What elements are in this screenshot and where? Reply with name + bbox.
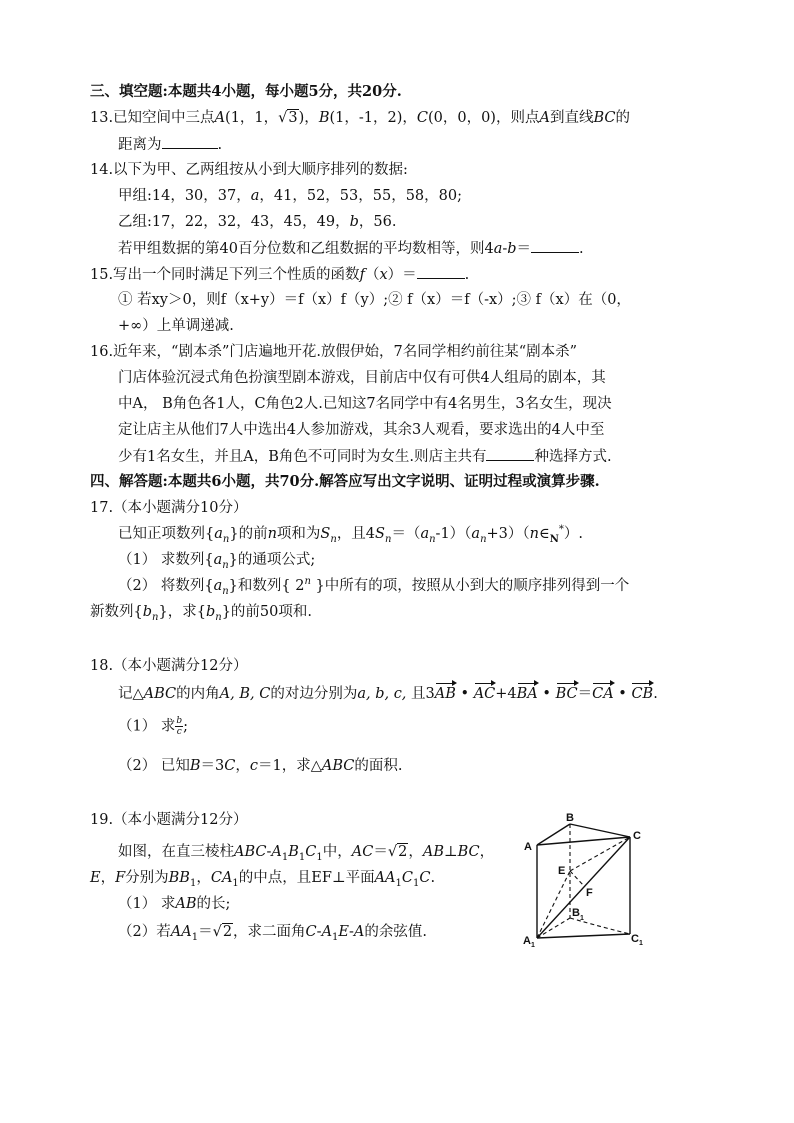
label-C1-sub: 1 — [639, 940, 643, 947]
q14-line4: 若甲组数据的第40百分位数和乙组数据的平均数相等，则4a-b＝ . — [118, 238, 584, 259]
q19-line1: 如图，在直三棱柱ABC-$A_1B_1C_1$中，AC＝√2，AB⊥BC， — [118, 844, 495, 863]
q13-line1: 13.已知空间中三点A(1，1，√3)，B(1，-1，2)，C(0，0，0)，则点A到直线BC的 — [90, 110, 630, 126]
vector-bc: BC — [555, 686, 578, 702]
q18-part2: （2） 已知B＝3C，c＝1，求△ABC的面积. — [118, 758, 403, 774]
q17-part1: （1） 求数列$\{a_n\}$的通项公式; — [118, 552, 316, 571]
q18-part1: （1） 求 $\frac{b}{c}$; — [118, 716, 188, 737]
label-A1: A — [523, 935, 531, 947]
q19-heading: 19.（本小题满分12分） — [90, 812, 248, 828]
q19-line2: E，F分别为$BB_1$，$CA_1$的中点，且EF⊥平面$AA_1C_1C$. — [90, 870, 436, 889]
edge-A1C1 — [537, 934, 630, 938]
q15-line2: ① 若xy＞0，则f（x+y）＝f（x）f（y）;② f（x）＝f（-x）;③ f（x）在（0， — [118, 292, 631, 308]
segment-EF — [570, 871, 584, 886]
q14-group-yi: 乙组:17，22，32，43，45，49，b，56. — [118, 214, 397, 230]
q18-heading: 18.（本小题满分12分） — [90, 658, 248, 674]
q14-group-jia: 甲组:14，30，37，a，41，52，53，55，58，80; — [118, 188, 462, 204]
q14-line1: 14.以下为甲、乙两组按从小到大顺序排列的数据: — [90, 162, 408, 178]
label-C1: C — [631, 933, 639, 945]
prism-figure — [520, 810, 650, 950]
sqrt-symbol: √2 — [387, 844, 408, 860]
vector-ca: CA — [592, 686, 614, 702]
label-A1-sub: 1 — [531, 942, 535, 949]
q13-line2: 距离为 . — [118, 134, 222, 155]
edge-AC — [537, 837, 630, 845]
segment-A1C — [537, 837, 630, 938]
q17-part2: （2） 将数列$\{a_n\}$和数列{ 2$^n$ }中所有的项，按照从小到大的顺序排列得到一个 — [118, 576, 630, 597]
section-4-heading: 四、解答题:本题共6小题，共70分.解答应写出文字说明、证明过程或演算步骤. — [90, 473, 600, 490]
edge-B1C1 — [570, 918, 630, 934]
q16-line2: 门店体验沉浸式角色扮演型剧本游戏，目前店中仅有可供4人组局的剧本，其 — [118, 370, 606, 386]
edge-BC — [570, 824, 630, 837]
vector-ba: BA — [516, 686, 538, 702]
label-B1-sub: 1 — [580, 915, 584, 922]
label-B: B — [566, 812, 574, 824]
q19-part1: （1） 求AB的长; — [118, 896, 231, 912]
answer-blank[interactable] — [531, 238, 579, 253]
sqrt-symbol: √2 — [212, 924, 233, 940]
answer-blank[interactable] — [417, 264, 465, 279]
q18-statement: 记△ABC的内角A, B, C的对边分别为a, b, c, 且3AB • AC+4BA • BC＝CA • CB. — [118, 686, 658, 702]
q15-line3: +∞）上单调递减. — [118, 318, 234, 334]
q19-part2: （2）若$AA_1=√2$，求二面角$C-A_1E-A$的余弦值. — [118, 924, 428, 943]
label-F: F — [586, 887, 593, 899]
vector-ab: AB — [434, 686, 456, 702]
edge-AB — [537, 824, 570, 845]
fraction-b-over-c: $\frac{b}{c}$ — [176, 716, 183, 737]
q15-line1: 15.写出一个同时满足下列三个性质的函数f（x）＝ . — [90, 264, 469, 285]
q17-heading: 17.（本小题满分10分） — [90, 500, 248, 516]
label-E: E — [558, 865, 566, 877]
q16-line4: 定让店主从他们7人中选出4人参加游戏，其余3人观看，要求选出的4人中至 — [118, 422, 605, 438]
label-C: C — [633, 830, 641, 842]
label-B1: B — [572, 907, 580, 919]
segment-A1E — [537, 871, 570, 938]
segment-EC — [570, 837, 630, 871]
q17-statement: 已知正项数列$\{a_n\}$的前n项和为$S_n$，且$4S_n=(a_n-1)(a_n+3)(n\in_N^*)$. — [118, 524, 583, 545]
q16-line3: 中A， B角色各1人，C角色2人.已知这7名同学中有4名男生，3名女生，现决 — [118, 396, 612, 412]
q17-part2-cont: 新数列$\{b_n\}$，求$\{b_n\}$的前50项和. — [90, 604, 312, 623]
vector-cb: CB — [631, 686, 654, 702]
section-3-heading: 三、填空题:本题共4小题，每小题5分，共20分. — [90, 83, 402, 100]
answer-blank[interactable] — [486, 446, 534, 461]
q16-line1: 16.近年来，“剧本杀”门店遍地开花.放假伊始，7名同学相约前往某“剧本杀” — [90, 344, 578, 360]
label-A: A — [524, 841, 532, 853]
vector-ac: AC — [473, 686, 496, 702]
answer-blank[interactable] — [162, 134, 218, 149]
sqrt-symbol: √3 — [278, 110, 298, 126]
q16-line5: 少有1名女生，并且A，B角色不可同时为女生.则店主共有 种选择方式. — [118, 446, 612, 467]
